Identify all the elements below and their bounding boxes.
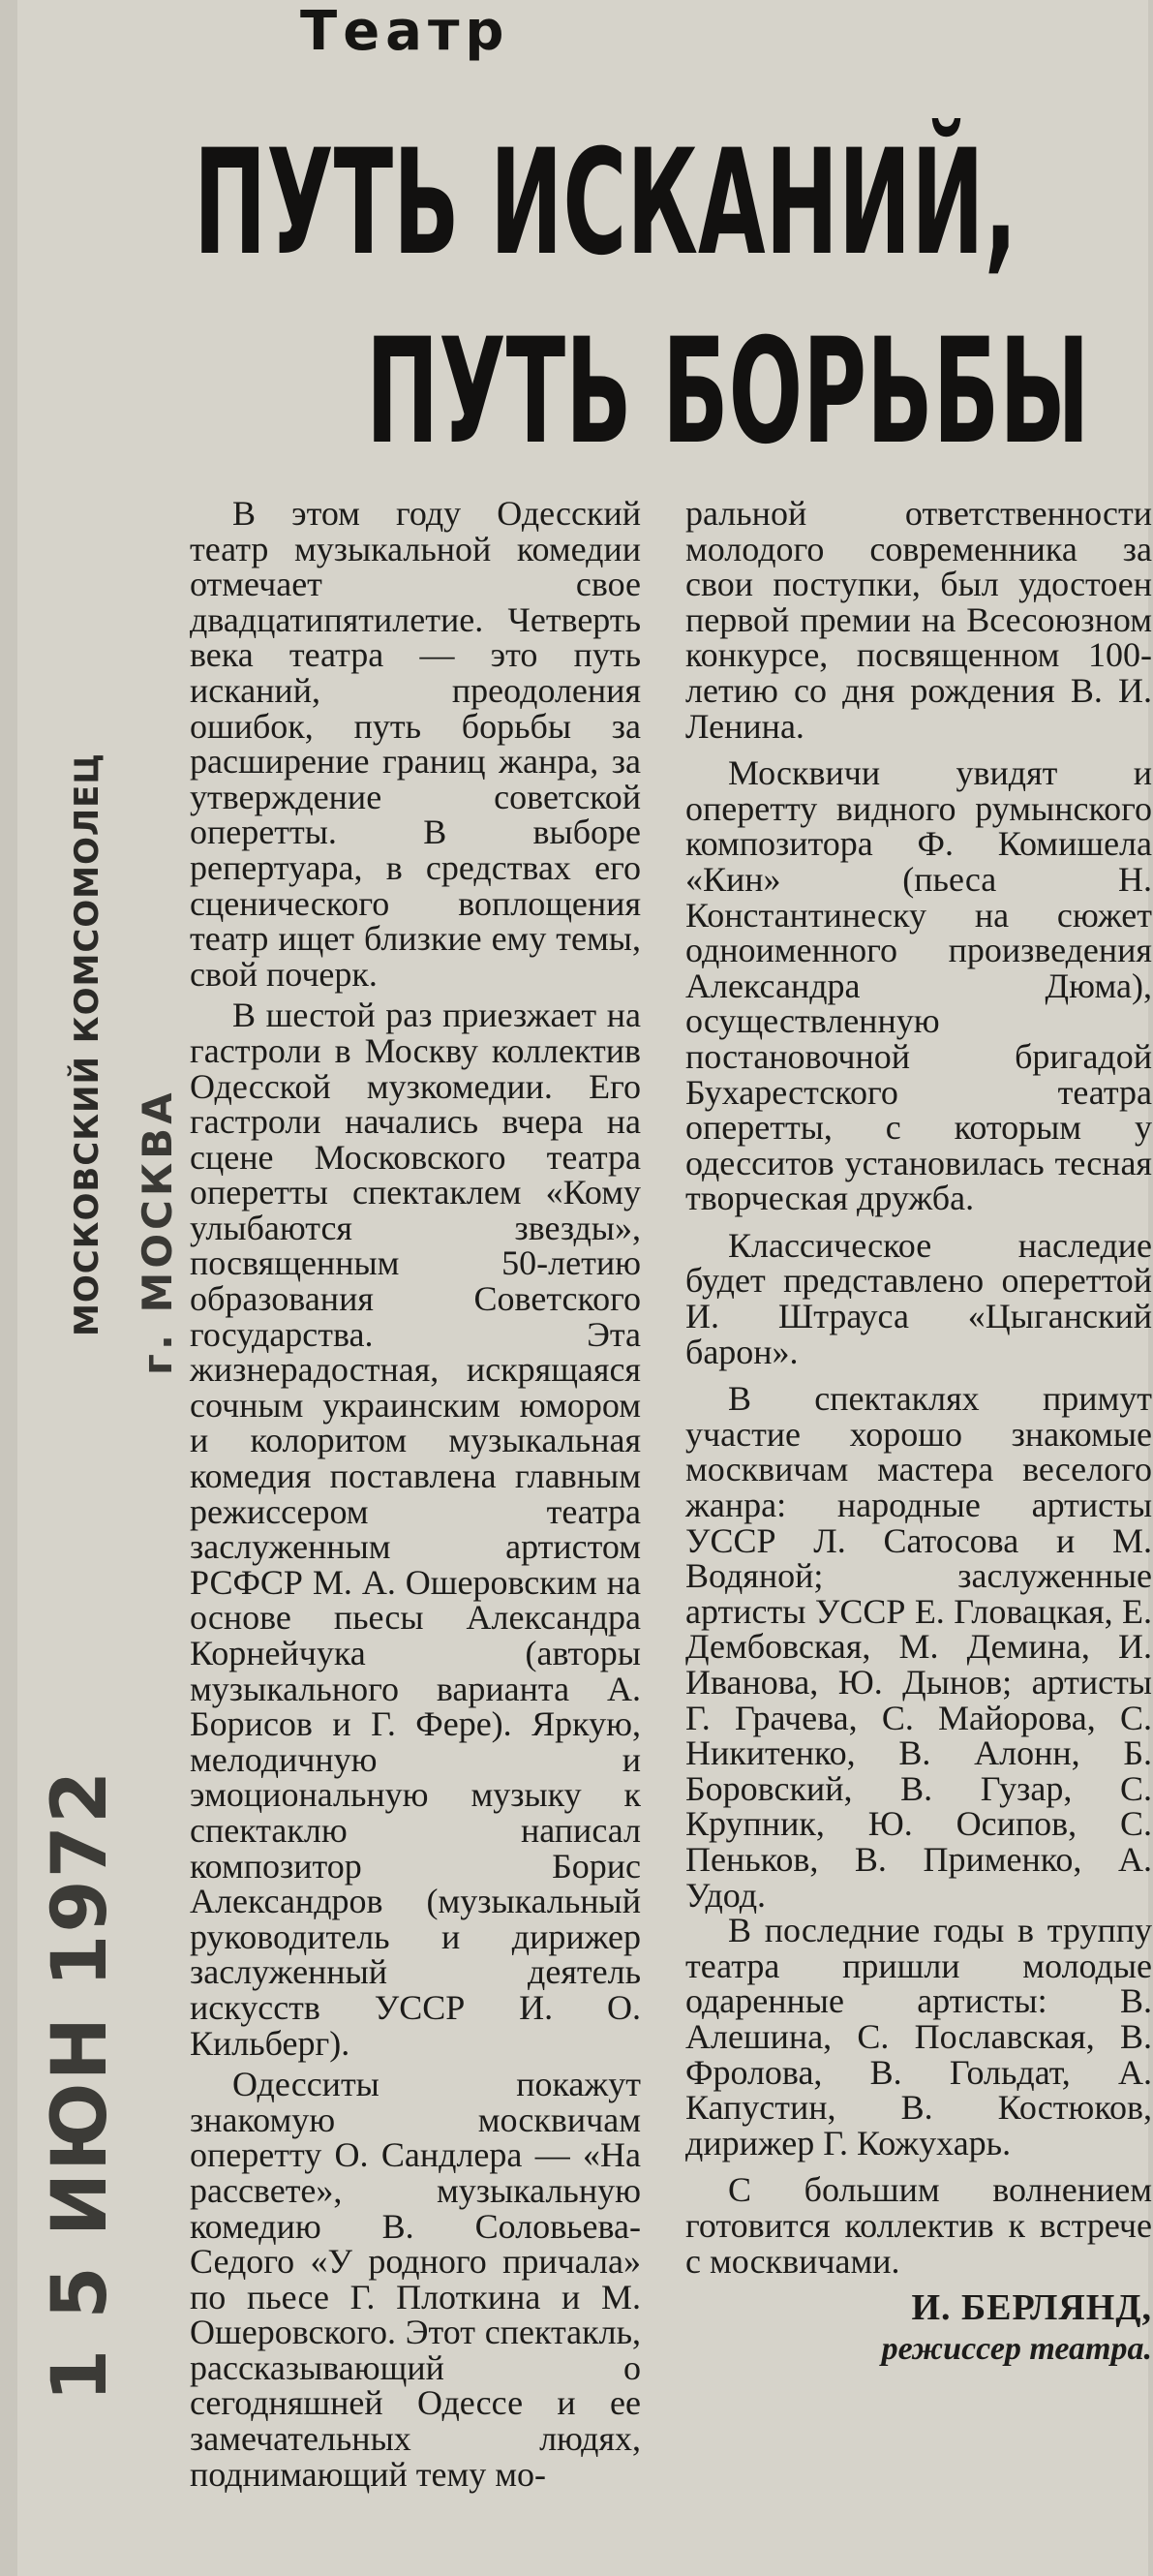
section-rubric: Театр: [300, 0, 510, 63]
author-signature: И. БЕРЛЯНД,: [911, 2287, 1152, 2329]
author-role: режиссер театра.: [881, 2331, 1152, 2368]
newspaper-name-stamp: МОСКОВСКИЙ КОМСОМОЛЕЦ: [68, 752, 106, 1336]
article-paragraph: В шестой раз приезжает на гастроли в Москву коллектив Одесской музкомедии. Его гастроли начались вчера на сцене Московского театра оперетты спектаклем «Кому улыбаются звезды», посвященным 50-летию образования Советского государства. Эта жизнерадостная, искрящаяся сочным украинским юмором и колоритом музыкальная комедия поставлена главным режиссером театра заслуженным артистом РСФСР М. А. Ошеровским на основе пьесы Александра Корнейчука (авторы музыкального варианта А. Борисов и Г. Фере). Яркую, мелодичную и эмоциональную музыку к спектаклю написал композитор Борис Александров (музыкальный руководитель и дирижер заслуженный деятель искусств УССР И. О. Кильберг).: [190, 996, 641, 2063]
article-column-left: [190, 496, 641, 2492]
article-paragraph: Одесситы покажут знакомую москвичам оперетту О. Сандлера — «На рассвете», музыкальную комедию В. Соловьева-Седого «У родного причала» по пьесе Г. Плоткина и М. Ошеровского. Этот спектакль, рассказывающий о сегодняшней Одессе и ее замечательных людях, поднимающий тему мо-: [190, 2065, 641, 2494]
article-paragraph: Классическое наследие будет представлено опереттой И. Штрауса «Цыганский барон».: [685, 1225, 1152, 1371]
article-paragraph: В спектаклях примут участие хорошо знакомые москвичам мастера веселого жанра: народные артисты УССР Л. Сатосова и М. Водяной; заслуженные артисты УССР Е. Гловацкая, Е. Дембовская, М. Демина, И. Иванова, Ю. Дынов; артисты Г. Грачева, С. Майорова, С. Никитенко, В. Алонн, Б. Боровский, В. Гузар, С. Крупник, Ю. Осипов, С. Пеньков, В. Применко, А. Удод.: [685, 1379, 1152, 1915]
article-paragraph: ральной ответственности молодого современника за свои поступки, был удостоен первой премии на Всесоюзном конкурсе, посвященном 100-летию со дня рождения В. И. Ленина.: [685, 494, 1152, 746]
article-paragraph: В этом году Одесский театр музыкальной комедии отмечает свое двадцатипятилетие. Четверть века театра — это путь исканий, преодоления ошибок, путь борьбы за расширение границ жанра, за утверждение советской оперетты. В выборе репертуара, в средствах его сценического воплощения театр ищет близкие ему темы, свой почерк.: [190, 494, 641, 994]
article-column-right: [685, 496, 1152, 2368]
headline-line-2: ПУТЬ БОРЬБЫ: [366, 308, 1090, 476]
article-paragraph: В последние годы в труппу театра пришли молодые одаренные артисты: В. Алешина, С. Пославская, В. Фролова, В. Гольдат, А. Капустин, В. Костюков, дирижер Г. Кожухарь.: [685, 1911, 1152, 2162]
city-stamp: г. МОСКВА: [134, 1089, 181, 1375]
article-paragraph: Москвичи увидят и оперетту видного румынского композитора Ф. Комишела «Кин» (пьеса Н. Константинеску на сюжет одноименного произведения Александра Дюма), осуществленную постановочной бригадой Бухарестского театра оперетты, с которым у одесситов установилась тесная творческая дружба.: [685, 753, 1152, 1218]
newspaper-clipping: [17, 0, 1152, 2576]
bleed-through-text: [522, 10, 529, 39]
article-paragraph: С большим волнением готовится коллектив к встрече с москвичами.: [685, 2170, 1152, 2281]
date-stamp: 1 5 ИЮН 1972: [37, 1768, 124, 2402]
headline-line-1: ПУТЬ ИСКАНИЙ,: [194, 119, 1017, 288]
